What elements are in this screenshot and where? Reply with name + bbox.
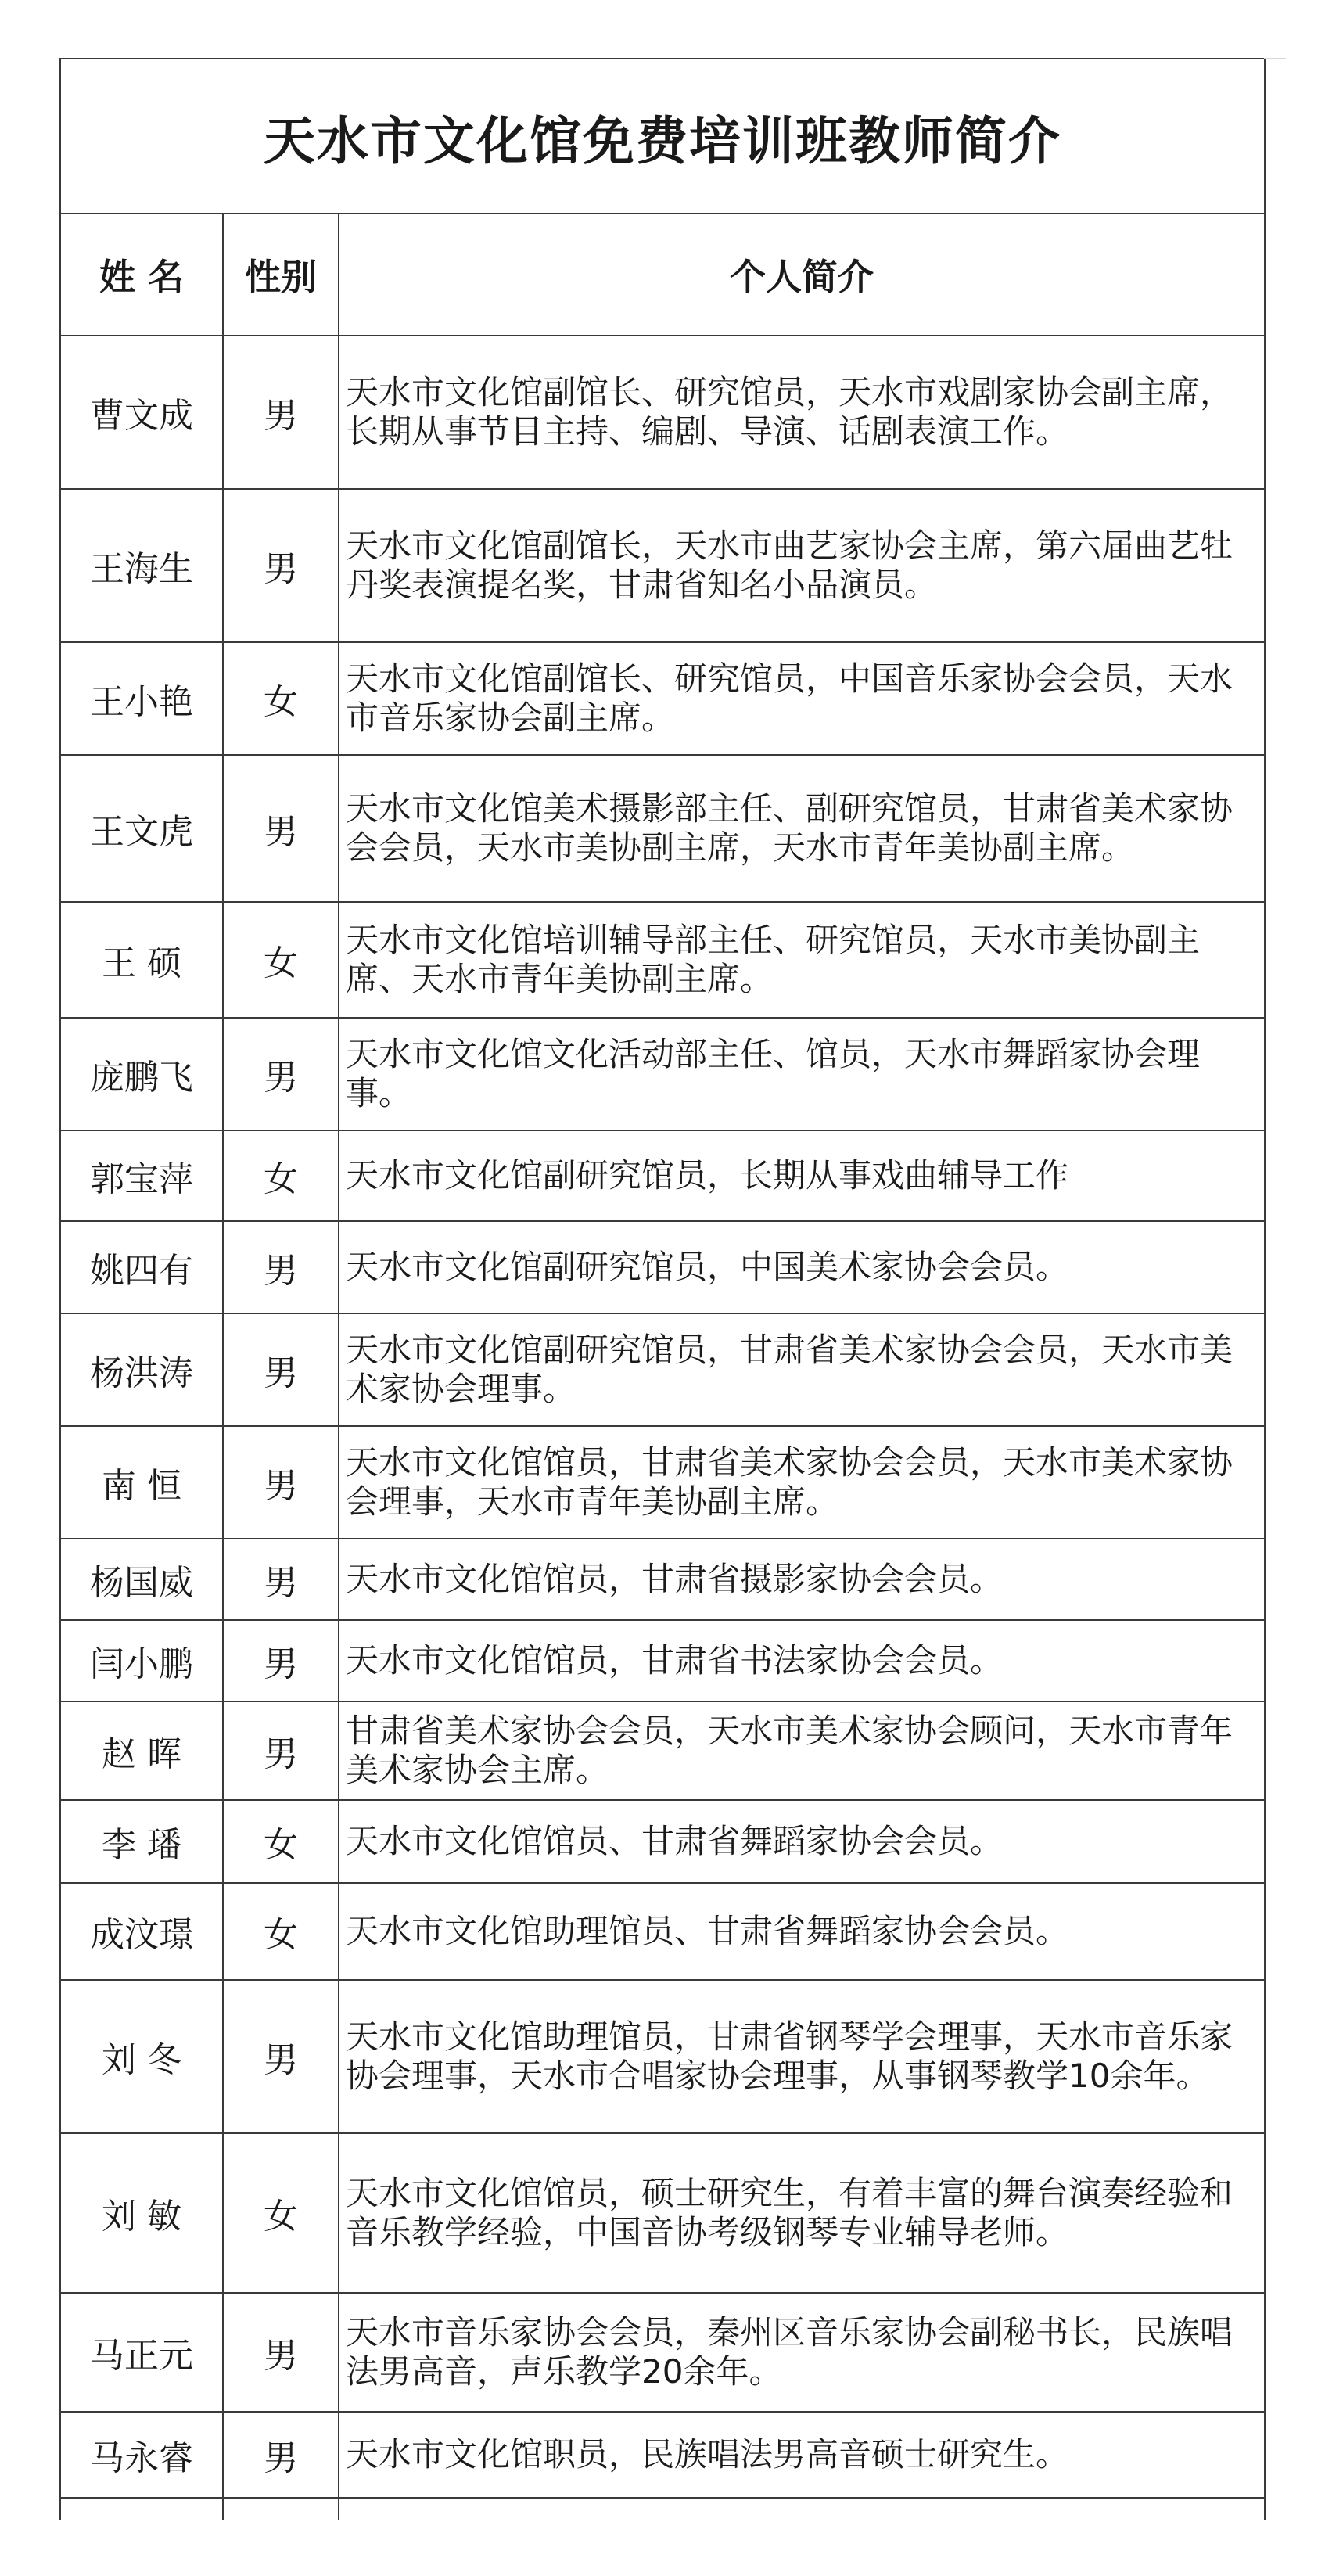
teacher-name: 马永睿	[60, 2412, 223, 2498]
teacher-bio: 天水市文化馆馆员，甘肃省书法家协会会员。	[339, 1620, 1265, 1701]
teacher-bio: 天水市文化馆培训辅导部主任、研究馆员，天水市美协副主席、天水市青年美协副主席。	[339, 902, 1265, 1018]
teacher-name: 姚四有	[60, 1221, 223, 1313]
table-row	[60, 2412, 1265, 2498]
teacher-table-sheet	[59, 58, 1264, 2520]
teacher-table	[59, 58, 1266, 2520]
table-row	[60, 489, 1265, 642]
teacher-gender: 男	[223, 1620, 339, 1701]
teacher-gender: 男	[223, 336, 339, 489]
teacher-bio: 天水市文化馆助理馆员、甘肃省舞蹈家协会会员。	[339, 1883, 1265, 1980]
table-row	[60, 336, 1265, 489]
teacher-gender: 女	[223, 1130, 339, 1221]
teacher-name: 成汶璟	[60, 1883, 223, 1980]
teacher-name: 马正元	[60, 2293, 223, 2412]
teacher-name: 王 硕	[60, 902, 223, 1018]
teacher-bio: 天水市音乐家协会会员，秦州区音乐家协会副秘书长，民族唱法男高音，声乐教学20余年。	[339, 2293, 1265, 2412]
teacher-bio: 甘肃省美术家协会会员，天水市美术家协会顾问，天水市青年美术家协会主席。	[339, 1701, 1265, 1800]
table-row	[60, 1620, 1265, 1701]
table-row	[60, 2133, 1265, 2293]
table-row	[60, 1130, 1265, 1221]
teacher-name: 王海生	[60, 489, 223, 642]
header-bio: 个人简介	[339, 214, 1265, 336]
teacher-gender: 男	[223, 2412, 339, 2498]
teacher-gender: 男	[223, 1221, 339, 1313]
table-row	[60, 1313, 1265, 1426]
teacher-gender: 女	[223, 1800, 339, 1883]
teacher-gender: 男	[223, 1018, 339, 1130]
table-row	[60, 1426, 1265, 1539]
teacher-bio: 天水市文化馆副研究馆员，中国美术家协会会员。	[339, 1221, 1265, 1313]
teacher-name: 王小艳	[60, 642, 223, 755]
teacher-bio: 天水市文化馆副馆长、研究馆员，天水市戏剧家协会副主席，长期从事节目主持、编剧、导演、话剧表演工作。	[339, 336, 1265, 489]
table-row	[60, 1800, 1265, 1883]
teacher-name: 刘 冬	[60, 1980, 223, 2133]
table-row	[60, 1701, 1265, 1800]
teacher-gender: 女	[223, 902, 339, 1018]
table-row	[60, 1539, 1265, 1620]
teacher-name: 庞鹏飞	[60, 1018, 223, 1130]
teacher-gender: 女	[223, 642, 339, 755]
teacher-gender: 男	[223, 2293, 339, 2412]
empty-cell	[223, 2498, 339, 2520]
teacher-name: 南 恒	[60, 1426, 223, 1539]
teacher-name: 郭宝萍	[60, 1130, 223, 1221]
teacher-bio: 天水市文化馆馆员，甘肃省美术家协会会员，天水市美术家协会理事，天水市青年美协副主席。	[339, 1426, 1265, 1539]
empty-cell	[339, 2498, 1265, 2520]
teacher-name: 杨国威	[60, 1539, 223, 1620]
teacher-gender: 男	[223, 1980, 339, 2133]
teacher-name: 刘 敏	[60, 2133, 223, 2293]
teacher-bio: 天水市文化馆职员，民族唱法男高音硕士研究生。	[339, 2412, 1265, 2498]
teacher-gender: 女	[223, 1883, 339, 1980]
teacher-gender: 女	[223, 2133, 339, 2293]
header-row	[60, 214, 1265, 336]
teacher-bio: 天水市文化馆副研究馆员，长期从事戏曲辅导工作	[339, 1130, 1265, 1221]
table-row	[60, 642, 1265, 755]
teacher-bio: 天水市文化馆副馆长、研究馆员，中国音乐家协会会员，天水市音乐家协会副主席。	[339, 642, 1265, 755]
teacher-bio: 天水市文化馆副馆长，天水市曲艺家协会主席，第六届曲艺牡丹奖表演提名奖，甘肃省知名小品演员。	[339, 489, 1265, 642]
table-row	[60, 1883, 1265, 1980]
table-row	[60, 1980, 1265, 2133]
teacher-bio: 天水市文化馆馆员，甘肃省摄影家协会会员。	[339, 1539, 1265, 1620]
header-gender: 性别	[223, 214, 339, 336]
teacher-bio: 天水市文化馆副研究馆员，甘肃省美术家协会会员，天水市美术家协会理事。	[339, 1313, 1265, 1426]
teacher-bio: 天水市文化馆馆员、甘肃省舞蹈家协会会员。	[339, 1800, 1265, 1883]
teacher-bio: 天水市文化馆美术摄影部主任、副研究馆员，甘肃省美术家协会会员，天水市美协副主席，天水市青年美协副主席。	[339, 755, 1265, 902]
teacher-name: 王文虎	[60, 755, 223, 902]
teacher-name: 闫小鹏	[60, 1620, 223, 1701]
page-title: 天水市文化馆免费培训班教师简介	[60, 59, 1265, 214]
table-row	[60, 755, 1265, 902]
header-name: 姓 名	[60, 214, 223, 336]
teacher-name: 杨洪涛	[60, 1313, 223, 1426]
teacher-gender: 男	[223, 755, 339, 902]
teacher-name: 赵 晖	[60, 1701, 223, 1800]
teacher-gender: 男	[223, 1539, 339, 1620]
teacher-gender: 男	[223, 489, 339, 642]
teacher-name: 李 璠	[60, 1800, 223, 1883]
table-row	[60, 1018, 1265, 1130]
teacher-gender: 男	[223, 1426, 339, 1539]
table-row	[60, 1221, 1265, 1313]
teacher-name: 曹文成	[60, 336, 223, 489]
title-row	[60, 59, 1265, 214]
teacher-bio: 天水市文化馆文化活动部主任、馆员，天水市舞蹈家协会理事。	[339, 1018, 1265, 1130]
teacher-bio: 天水市文化馆助理馆员，甘肃省钢琴学会理事，天水市音乐家协会理事，天水市合唱家协会理事，从事钢琴教学10余年。	[339, 1980, 1265, 2133]
empty-cell	[60, 2498, 223, 2520]
sheet-gridline	[1264, 58, 1286, 2523]
teacher-bio: 天水市文化馆馆员，硕士研究生，有着丰富的舞台演奏经验和音乐教学经验，中国音协考级钢琴专业辅导老师。	[339, 2133, 1265, 2293]
teacher-gender: 男	[223, 1313, 339, 1426]
teacher-gender: 男	[223, 1701, 339, 1800]
table-row	[60, 902, 1265, 1018]
table-row	[60, 2293, 1265, 2412]
table-row-partial	[60, 2498, 1265, 2520]
